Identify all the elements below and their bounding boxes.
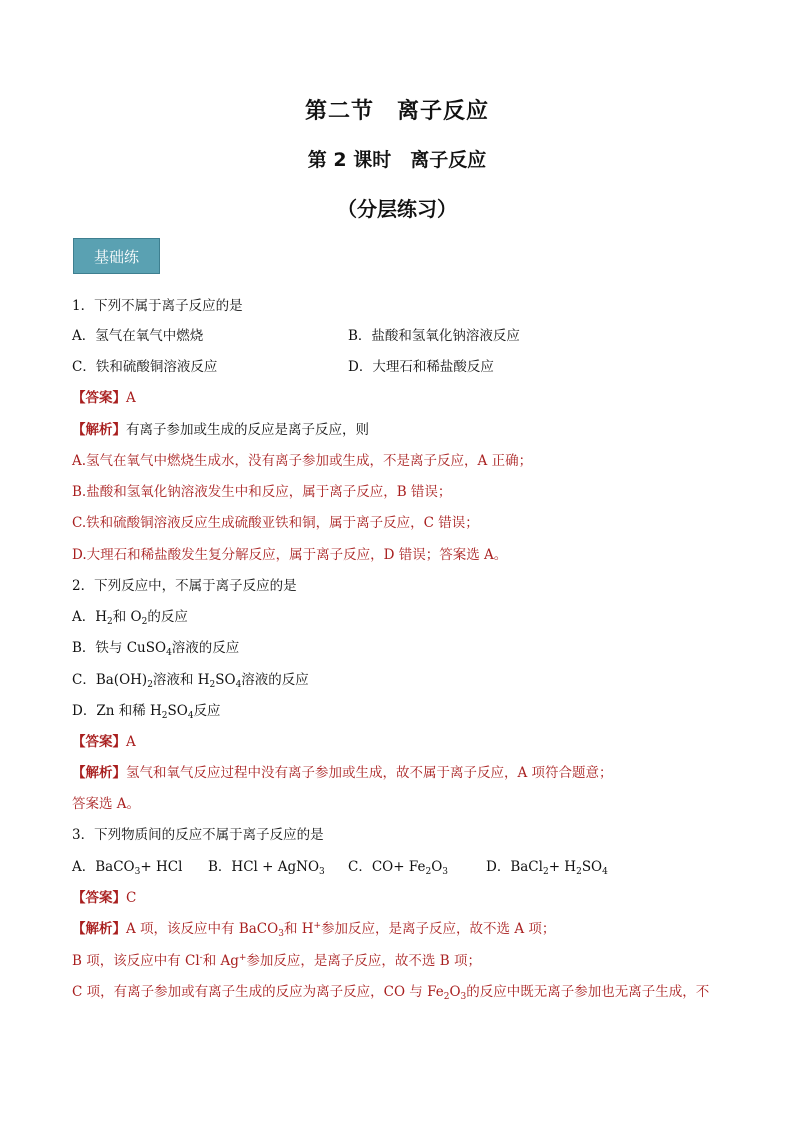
- q2-b-text: B．铁与 CuSO: [72, 640, 167, 656]
- analysis-label: 【解析】: [72, 765, 126, 781]
- q2-c-text: 溶液和 H: [152, 672, 210, 688]
- q3-d-text: + H: [548, 859, 577, 875]
- q2-option-c: [72, 670, 309, 690]
- analysis-label: 【解析】: [72, 422, 126, 438]
- q1-option-a: A．氢气在氧气中燃烧: [72, 328, 204, 344]
- superscript: +: [313, 921, 322, 931]
- subscript: 3: [460, 992, 467, 1002]
- q3-c-text: C．CO+ Fe: [348, 859, 426, 875]
- q3-option-d: [486, 857, 608, 877]
- q2-c-text: 溶液的反应: [241, 672, 309, 688]
- q1-analysis-b: B.盐酸和氢氧化钠溶液发生中和反应，属于离子反应，B 错误；: [72, 484, 452, 500]
- q3-analysis-text: 参加反应，是离子反应，故不选 B 项；: [246, 953, 481, 969]
- q1-answer: [72, 388, 136, 408]
- q3-b-text: B．HCl + AgNO: [208, 859, 320, 875]
- page-tag: （分层练习）: [337, 197, 457, 221]
- q2-d-text: SO: [167, 703, 188, 719]
- subscript: 3: [442, 867, 448, 877]
- superscript: -: [199, 953, 203, 963]
- q3-a-text: + HCl: [140, 859, 183, 875]
- section-badge: 基础练: [73, 238, 160, 274]
- subscript: 2: [147, 680, 153, 690]
- q3-option-b: [208, 857, 325, 877]
- q3-analysis-text: A 项，该反应中有 BaCO: [126, 921, 279, 937]
- q3-answer: [72, 888, 136, 908]
- q3-d-text: D．BaCl: [486, 859, 543, 875]
- q2-conclusion: 答案选 A。: [72, 796, 141, 812]
- q2-a-text: 和 O: [112, 609, 142, 625]
- q2-a-text: A．H: [72, 609, 108, 625]
- page-title: 第二节 离子反应: [304, 99, 489, 124]
- q1-analysis: [72, 420, 369, 440]
- q2-c-text: SO: [215, 672, 236, 688]
- q3-analysis-text: 的反应中既无离子参加也无离子生成，不: [466, 984, 710, 1000]
- subscript: 3: [134, 867, 141, 877]
- answer-label: 【答案】: [72, 890, 126, 906]
- q2-a-text: 的反应: [147, 609, 188, 625]
- subscript: 2: [161, 711, 168, 721]
- q1-analysis-c: C.铁和硫酸铜溶液反应生成硫酸亚铁和铜，属于离子反应，C 错误；: [72, 515, 479, 531]
- q1-analysis-intro: 有离子参加或生成的反应是离子反应，则: [126, 422, 369, 438]
- q2-option-d: [72, 701, 221, 721]
- q3-analysis-text: O: [449, 984, 461, 1000]
- subscript: 2: [576, 867, 582, 877]
- subscript: 4: [602, 867, 608, 877]
- q3-option-a: [72, 857, 182, 877]
- page-subtitle: 第 2 课时 离子反应: [307, 149, 487, 171]
- q1-analysis-a: A.氢气在氧气中燃烧生成水，没有离子参加或生成，不是离子反应，A 正确；: [72, 453, 533, 469]
- q2-b-text: 溶液的反应: [171, 640, 240, 656]
- q3-analysis-text: B 项，该反应中有 Cl: [72, 953, 200, 969]
- q3-analysis-text: C 项，有离子参加或有离子生成的反应为离子反应，CO 与 Fe: [72, 984, 444, 1000]
- q1-option-b: B．盐酸和氢氧化钠溶液反应: [348, 328, 520, 344]
- q1-option-d: D．大理石和稀盐酸反应: [348, 359, 494, 375]
- q1-answer-value: A: [126, 390, 136, 406]
- subscript: 2: [443, 992, 450, 1002]
- q3-answer-value: C: [126, 890, 137, 906]
- subscript: 2: [141, 617, 148, 627]
- subscript: 2: [209, 680, 216, 690]
- q3-analysis-b: [72, 951, 481, 971]
- subscript: 4: [235, 680, 242, 690]
- q3-analysis-a: [72, 919, 555, 939]
- analysis-label: 【解析】: [72, 921, 126, 937]
- q1-option-c: C．铁和硫酸铜溶液反应: [72, 359, 218, 375]
- q3-d-text: SO: [581, 859, 603, 875]
- q3-a-text: A．BaCO: [72, 859, 135, 875]
- q3-option-c: [348, 857, 448, 877]
- q2-d-text: D．Zn 和稀 H: [72, 703, 162, 719]
- subscript: 2: [542, 867, 549, 877]
- q2-analysis: [72, 763, 613, 783]
- q3-analysis-c: [72, 982, 709, 1002]
- answer-label: 【答案】: [72, 734, 126, 750]
- q2-analysis-text: 氢气和氧气反应过程中没有离子参加或生成，故不属于离子反应，A 项符合题意；: [126, 765, 613, 781]
- superscript: +: [238, 953, 247, 963]
- subscript: 2: [107, 617, 113, 627]
- q2-answer: [72, 732, 136, 752]
- q1-analysis-d: D.大理石和稀盐酸发生复分解反应，属于离子反应，D 错误；答案选 A。: [72, 547, 508, 563]
- q3-analysis-text: 和 Ag: [202, 953, 239, 969]
- q3-c-text: O: [431, 859, 443, 875]
- q2-answer-value: A: [126, 734, 136, 750]
- q2-option-b: [72, 638, 239, 658]
- q1-stem: 1．下列不属于离子反应的是: [72, 298, 243, 314]
- q3-stem: 3．下列物质间的反应不属于离子反应的是: [72, 827, 324, 843]
- subscript: 4: [187, 711, 194, 721]
- q3-analysis-text: 参加反应，是离子反应，故不选 A 项；: [321, 921, 556, 937]
- q2-c-text: C．Ba(OH): [72, 672, 148, 688]
- subscript: 3: [278, 929, 284, 939]
- q2-option-a: [72, 607, 188, 627]
- q2-d-text: 反应: [193, 703, 221, 719]
- subscript: 4: [166, 648, 172, 658]
- subscript: 3: [319, 867, 325, 877]
- answer-label: 【答案】: [72, 390, 126, 406]
- subscript: 2: [425, 867, 432, 877]
- q3-analysis-text: 和 H: [283, 921, 314, 937]
- q2-stem: 2．下列反应中，不属于离子反应的是: [72, 578, 297, 594]
